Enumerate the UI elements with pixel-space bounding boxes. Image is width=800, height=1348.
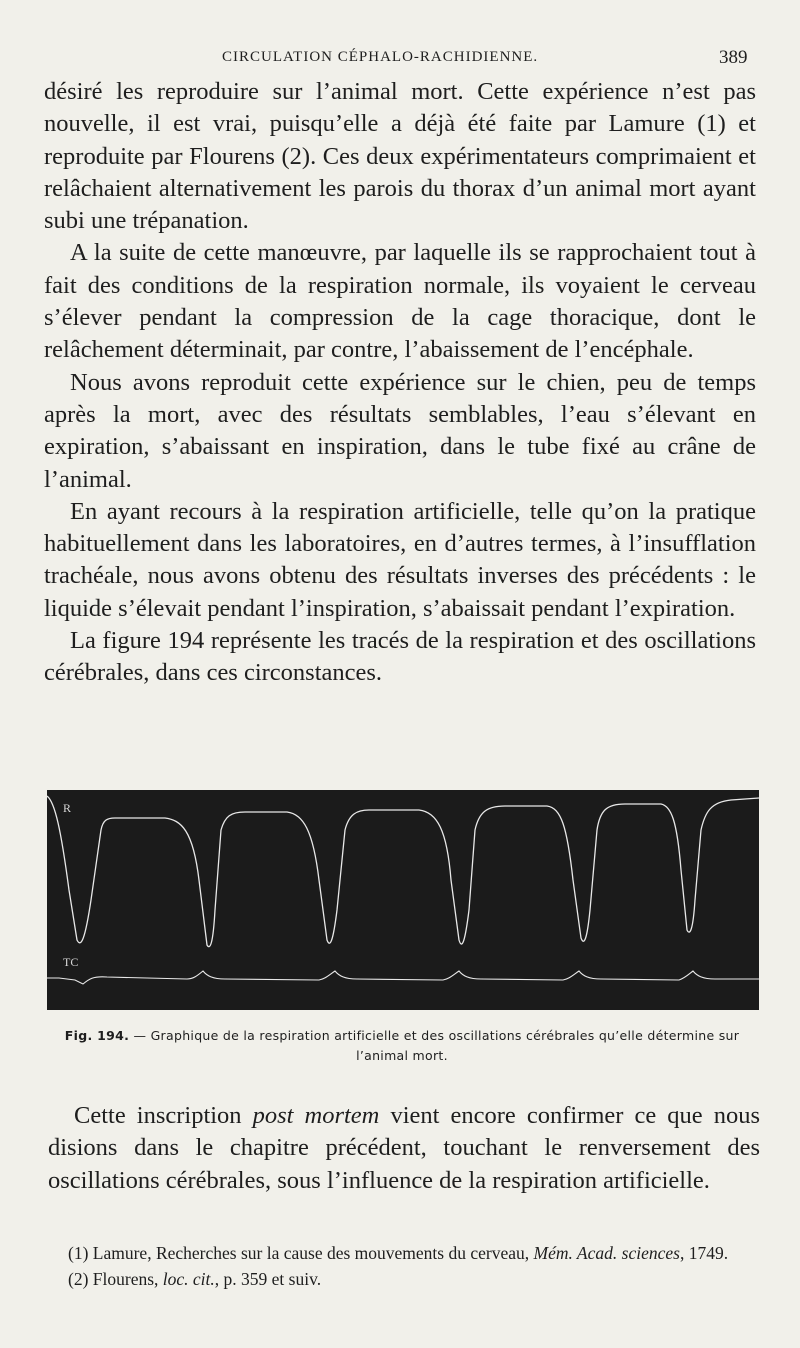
footnote-2-source: loc. cit. <box>162 1269 215 1289</box>
figure-caption <box>48 1026 756 1066</box>
page-number: 389 <box>719 47 748 68</box>
footnote-1-source: Mém. Acad. sciences <box>533 1243 680 1263</box>
footnote-1-year: , 1749. <box>679 1243 729 1263</box>
respiration-trace <box>47 796 759 947</box>
paragraph-text-before: Cette inscription <box>74 1102 253 1129</box>
figure-194-tracing <box>47 790 759 1010</box>
footnote-2-pages: , p. 359 et suiv. <box>214 1269 322 1289</box>
paragraph: La figure 194 représente les tracés de la respiration et des oscillations cérébrales, dans ces circonstances. <box>44 627 756 687</box>
figure-caption-text: — Graphique de la respiration artificielle et des oscillations cérébrales qu’elle détermine sur l’animal mort. <box>133 1028 740 1063</box>
footnote-2-text: (2) Flourens, <box>68 1269 163 1289</box>
paragraph: Nous avons reproduit cette expérience sur le chien, peu de temps après la mort, avec des résultats semblables, l’eau s’élevant en expiration, s’abaissant en inspiration, dans le tube fixé au crâne de l’animal. <box>44 368 756 493</box>
footnote-1-text: (1) Lamure, Recherches sur la cause des mouvements du cerveau, <box>68 1243 534 1263</box>
paragraph-continued: désiré les reproduire sur l’animal mort. Cette expérience n’est pas nouvelle, il est vrai, puisqu’elle a déjà été faite par Lamure (1) et reproduite par Flourens (2). Ces deux expérimentateurs comprimaient et relâchaient alternativement les parois du thorax d’un animal mort ayant subi une trépanation. <box>44 78 756 235</box>
figure-caption-label: Fig. 194. <box>64 1028 130 1043</box>
paragraph-text-after: vient encore confirmer ce que nous disions dans le chapitre précédent, touchant le renversement des oscillations cérébrales, sous l’influence de la respiration artificielle. <box>48 1102 761 1194</box>
tracing-svg <box>47 790 759 1010</box>
footnote-2 <box>52 1266 762 1292</box>
running-title: CIRCULATION CÉPHALO-RACHIDIENNE. <box>222 49 539 65</box>
trace-r-label: R <box>63 801 72 815</box>
footnotes <box>52 1240 762 1292</box>
cerebral-oscillation-trace <box>47 971 759 984</box>
paragraph <box>48 1100 760 1197</box>
running-head <box>0 45 800 71</box>
paragraph-emphasis: post mortem <box>252 1102 380 1129</box>
trace-tc-label: TC <box>63 955 79 969</box>
paragraph: A la suite de cette manœuvre, par laquelle ils se rapprochaient tout à fait des conditions de la respiration normale, ils voyaient le cerveau s’élever pendant la compression de la cage thoracique, dont le relâchement déterminait, par contre, l’abaissement de l’encéphale. <box>44 239 756 364</box>
footnote-1 <box>52 1240 762 1266</box>
body-text <box>44 76 756 690</box>
body-text-after-figure <box>48 1100 760 1197</box>
paragraph: En ayant recours à la respiration artificielle, telle qu’on la pratique habituellement dans les laboratoires, en d’autres termes, à l’insufflation trachéale, nous avons obtenu des résultats inverses des précédents : le liquide s’élevait pendant l’inspiration, s’abaissait pendant l’expiration. <box>44 497 756 622</box>
